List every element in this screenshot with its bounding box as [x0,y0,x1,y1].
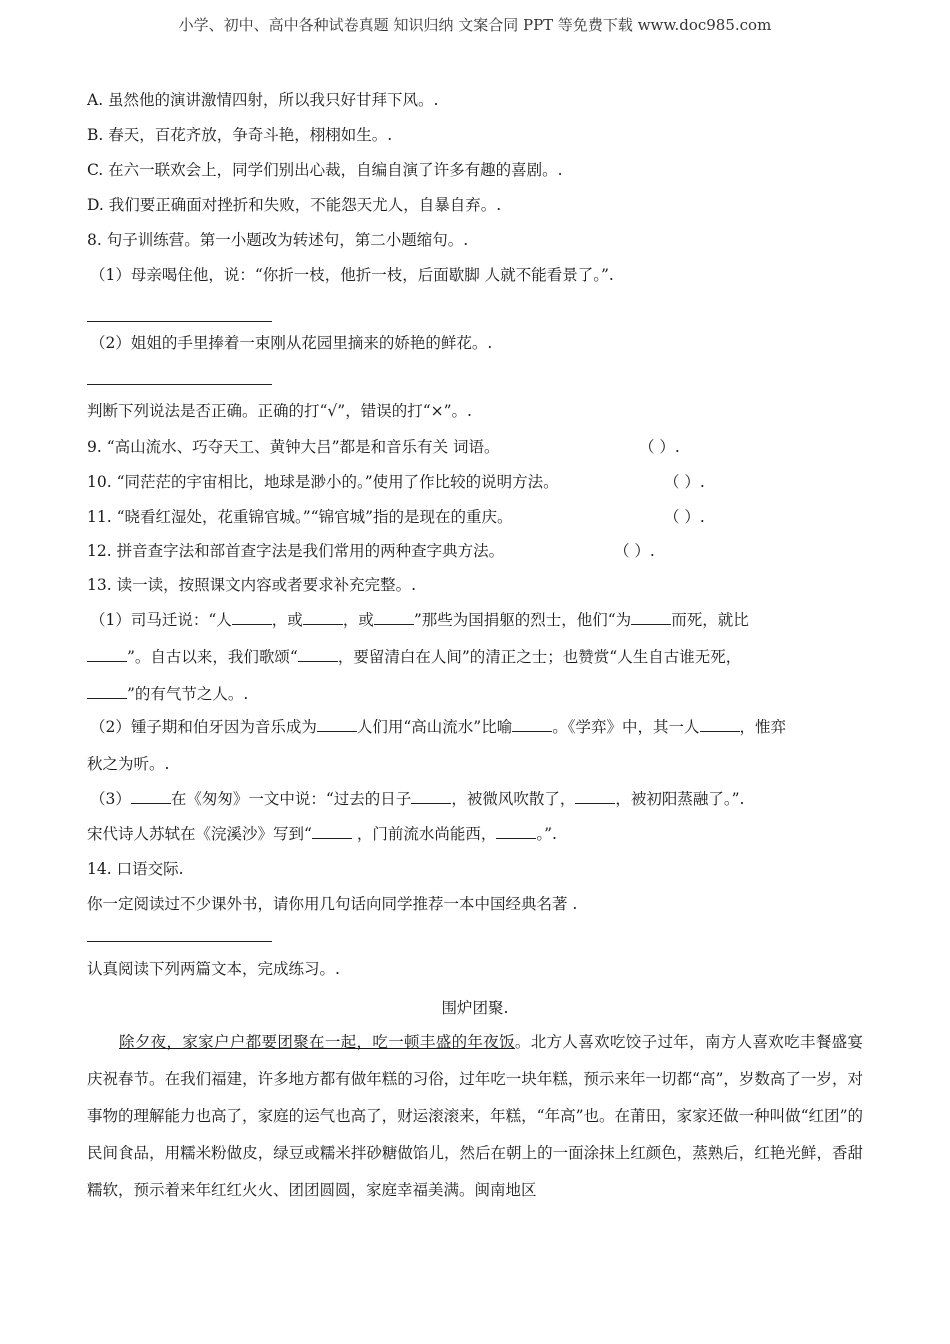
text: ”。自古以来，我们歌颂“ [127,648,298,666]
text: ，被微风吹散了， [451,790,576,808]
judge-item-9 [87,436,890,458]
reading-title: 围炉团聚. [441,999,509,1017]
text: ，惟弈 [739,718,787,736]
text: 在《匆匆》一文中说：“过去的日子 [170,790,412,808]
fill-blank[interactable] [298,647,338,662]
fill-blank[interactable] [312,824,352,839]
fill-blank[interactable] [232,610,272,625]
fill-blank[interactable] [317,717,357,732]
question-13-line4 [90,716,890,738]
fill-blank[interactable] [303,610,343,625]
question-13-line3 [87,683,890,705]
question-14-title: 14. 口语交际. [87,860,184,878]
fill-blank[interactable] [496,824,536,839]
answer-line-8-1[interactable] [87,320,272,322]
judge-text: 11. “晓看红湿处，花重锦官城。”“锦官城”指的是现在的重庆。 [87,508,513,526]
text: ”那些为国捐躯的烈士，他们“为 [413,611,632,629]
judge-item-12 [87,540,890,562]
option-c: C. 在六一联欢会上，同学们别出心裁，自编自演了许多有趣的喜剧。. [87,161,563,179]
fill-blank[interactable] [87,684,127,699]
judge-item-11 [87,506,890,528]
text: ，被初阳蒸融了。”. [615,790,745,808]
fill-blank[interactable] [700,717,740,732]
judge-paren[interactable]: （ ）. [639,438,680,456]
option-b: B. 春天，百花齐放，争奇斗艳，栩栩如生。. [87,126,393,144]
text: ，或 [342,611,374,629]
text: 而死，就比 [671,611,749,629]
fill-blank[interactable] [512,717,552,732]
reading-intro: 认真阅读下列两篇文本，完成练习。. [87,960,340,978]
text: 。”. [536,825,557,843]
answer-line-8-2[interactable] [87,383,272,385]
fill-blank[interactable] [374,610,414,625]
question-8-sub1: （1）母亲喝住他，说：“你折一枝，他折一枝，后面歇脚 人就不能看景了。”. [90,266,614,284]
text: ”的有气节之人。. [127,685,249,703]
judge-text: 12. 拼音查字法和部首查字法是我们常用的两种查字典方法。 [87,542,505,560]
question-13-line2 [87,646,890,668]
reading-paragraph [87,1024,863,1209]
answer-line-14[interactable] [87,940,272,942]
page-header: 小学、初中、高中各种试卷真题 知识归纳 文案合同 PPT 等免费下载 www.doc985.com [178,16,772,34]
question-8-title: 8. 句子训练营。第一小题改为转述句，第二小题缩句。. [87,231,469,249]
text: ，要留清白在人间”的清正之士；也赞赏“人生自古谁无死， [337,648,742,666]
question-13-line5: 秋之为听。. [87,755,170,773]
judge-text: 9. “高山流水、巧夺天工、黄钟大吕”都是和音乐有关 词语。 [87,438,500,456]
underlined-sentence: 除夕夜，家家户户都要团聚在一起，吃一顿丰盛的年夜饭 [119,1033,515,1051]
question-13-line1 [90,609,890,631]
fill-blank[interactable] [575,789,615,804]
judge-paren[interactable]: （ ）. [664,508,705,526]
option-a: A. 虽然他的演讲激情四射，所以我只好甘拜下风。. [87,91,439,109]
paragraph-text: 。北方人喜欢吃饺子过年，南方人喜欢吃丰餐盛宴庆祝春节。在我们福建，许多地方都有做年糕的习俗，过年吃一块年糕，预示来年一切都“高”，岁数高了一岁，对事物的理解能力也高了，家庭的运气也高了，财运滚滚来，年糕，“年高”也。在莆田，家家还做一种叫做“红团”的民间食品，用糯米粉做皮，绿豆或糯米拌砂糖做馅儿，然后在朝上的一面涂抹上红颜色，蒸熟后，红艳光鲜，香甜糯软，预示着来年红红火火、团团圆圆，家庭幸福美满。闽南地区 [87,1033,863,1199]
question-13-line7 [87,823,890,845]
option-d: D. 我们要正确面对挫折和失败，不能怨天尤人，自暴自弃。. [87,196,502,214]
question-8-sub2: （2）姐姐的手里捧着一束刚从花园里摘来的娇艳的鲜花。. [90,334,493,352]
fill-blank[interactable] [411,789,451,804]
judge-paren[interactable]: （ ）. [614,542,655,560]
question-14-prompt: 你一定阅读过不少课外书，请你用几句话向同学推荐一本中国经典名著 . [87,895,578,913]
fill-blank[interactable] [87,647,127,662]
text: 宋代诗人苏轼在《浣溪沙》写到“ [87,825,312,843]
text: ，门前流水尚能西， [351,825,497,843]
text: （2）锺子期和伯牙因为音乐成为 [90,718,317,736]
question-13-line6 [90,788,890,810]
text: ，或 [271,611,303,629]
text: 人们用“高山流水”比喻 [356,718,513,736]
text: （1）司马迁说：“人 [90,611,232,629]
fill-blank[interactable] [131,789,171,804]
text: （3） [90,790,131,808]
text: 。《学弈》中，其一人 [552,718,700,736]
fill-blank[interactable] [631,610,671,625]
question-13-title: 13. 读一读，按照课文内容或者要求补充完整。. [87,576,417,594]
judge-text: 10. “同茫茫的宇宙相比，地球是渺小的。”使用了作比较的说明方法。 [87,473,559,491]
judge-item-10 [87,471,890,493]
judge-paren[interactable]: （ ）. [664,473,705,491]
judge-intro: 判断下列说法是否正确。正确的打“√”，错误的打“×”。. [87,402,472,420]
